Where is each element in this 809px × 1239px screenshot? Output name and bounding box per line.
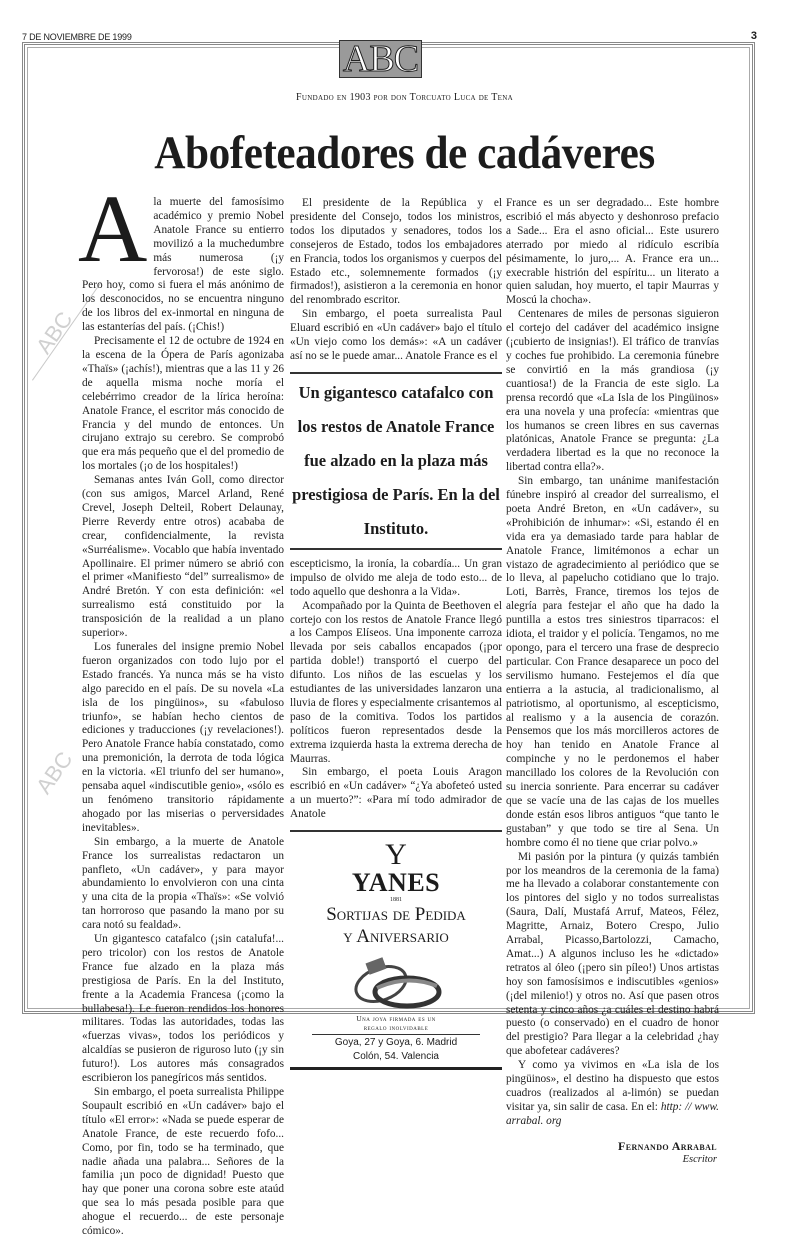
pull-quote-text: Un gigantesco catafalco con los restos de Anatole France fue alzado en la plaza más prestigiosa de París. En la del Instituto. bbox=[292, 382, 500, 538]
article-column-2 bbox=[290, 197, 502, 1070]
paragraph: Ala muerte del famosísimo académico y premio Nobel Anatole France su entierro movilizó a la muchedumbre más numerosa (¡y fervorosa!) de este siglo. Pero hoy, como si fuera el más anónimo de los desconocidos, no se encuentra ninguno de los libros del ex-inmortal en ninguna de las estanterías del país. (¡Chis!) bbox=[78, 175, 284, 334]
paragraph: Precisamente el 12 de octubre de 1924 en la escena de la Ópera de París agonizaba «Thaïs» (¡achís!), mientras que a las 11 y 26 de aquella misma noche moría el celebérrimo creador de la lírica heroína: Anatole France, el escritor más conocido de Francia y del mundo de entonces. Un cirujano extrajo su cerebro. Se comprobó que era más pequeño que el del promedio de los mortales (¡o de los hospitales!) bbox=[82, 335, 284, 473]
ad-headline: Sortijas de Pedida bbox=[326, 904, 466, 926]
paragraph: Los funerales del insigne premio Nobel fueron organizados con todo lujo por el Estado francés. Ya nunca más se ha visto algo parecido en el país. De su novela «La isla de los pingüinos», su «fabuloso triunfo», se habían hecho cientos de ediciones y traducciones (¡y revelaciones!). Pero Anatole France había constatado, como una premonición, la derrota de toda lógica en la victoria. «El triunfo del ser humano», pensaba aquel «indiscutible genio», «sólo es un fenómeno transitorio rápidamente ahogado por las miserias o perversidades inevitables». bbox=[82, 641, 284, 834]
ad-brand: YANES bbox=[351, 868, 441, 898]
ad-address: Goya, 27 y Goya, 6. Madrid bbox=[334, 1037, 458, 1049]
paragraph: Mi pasión por la pintura (y quizás también por los meandros de la ceremonia de la fama) me ha llevado a colaborar constantemente con los pintores del siglo y no todos surrealistas (Saura, Dalí, Mustafá Arruf, Mateos, Félez, Magritte, Arnaiz, Botero Crespo, Julio Arrabal, Picasso,Bartolozzi, Camacho, Amat...) A algunos incluso les he «dictado» retratos al óleo (¡pero sin píleo!) Unos artistas hoy son famosísimos e indiscutibles «genios» (¡del milenio!) y otros no. Así que pasen otros setenta y cinco años ¿a cuáles el destino habrá puesto (o conservado) en el cuadro de honor del prestigio? Para llegar a la celebridad ¿hay que abofetear cadáveres? bbox=[506, 850, 719, 1058]
paragraph: Sin embargo, tan unánime manifestación fúnebre inspiró al creador del surrealismo, el poeta André Breton, en «Un cadáver», su «Prohibición de inhumar»: «Si, estando él en vida era ya demasiado tarde para hablar de Anatole France, limitémonos a echar un vistazo de agradecimiento al periódico que se lo lleva, al papelucho cotidiano que lo trajo. Loti, Barrès, France, tiremos los tejos de alegría para festejar el año que ha dado la puntilla a estos tres siniestros tiparracos: el idiota, el traidor y el policía. Tengamos, no me opongo, para el tercero una frase de desprecio particular. Con France desaparece un poco del servilismo humano. Festejemos el día que entierra a la astucia, al tradicionalismo, al patriotismo, al oportunismo, al escepticismo, al realismo y a la ausencia de corazón. Pensemos que los más morcilleros actores de hoy han tenido en Anatole France al compinche y no le perdonemos el haber mancillado los colores de la Revolución con su inercia sonriente. Para encerrar su cadáver que se vacíe una de las cajas de los muelles donde están esos libros antiguos “que tanto le gustaban” y que todo se tire al Sena. Un hombre como él no tiene que criar polvo.» bbox=[506, 475, 719, 849]
issue-date: 7 DE NOVIEMBRE DE 1999 bbox=[22, 32, 132, 42]
yanes-monogram: Y bbox=[385, 838, 407, 872]
article-column-3 bbox=[506, 197, 719, 1166]
paragraph: Centenares de miles de personas siguieron el cortejo del cadáver del académico insigne (¡cubierto de insignias!). El tráfico de tranvías y coches fue prohibido. La ceremonia fúnebre se convirtió en la más grandiosa (¡y cuantiosa!) de la Francia de este siglo. La prensa recordó que «La Isla de los Pingüinos» era una novela y una profecía: «mientras que los humanos se creen libres en sus cavernas platónicas, Anatole France se pregunta: ¿La verdadera libertad es la que no reconoce la libertad contra ella?». bbox=[506, 308, 719, 474]
paragraph: escepticismo, la ironía, la cobardía... Un gran impulso de olvido me aleja de todo esto... de todo aquello que deshonra a la Vida». bbox=[290, 557, 502, 598]
paragraph: Y como ya vivimos en «La isla de los pingüinos», el destino ha dispuesto que estos cuadros (realizados al a-limón) se puedan visitar ya, sin salir de casa. En el: http: // www. arrabal. org bbox=[506, 1059, 719, 1127]
ad-headline: y Aniversario bbox=[343, 926, 449, 948]
watermark-abc: ABC bbox=[30, 747, 78, 799]
paragraph: Un gigantesco catafalco (¡sin catalufa!... pero tricolor) con los restos de Anatole France fue alzado en la plaza más prestigiosa de París. En la del Instituto, frente a la Academia Francesa (¡como la bullabesa!). Le fueron rendidos los honores militares. Todas las autoridades, todas las «fuerzas vivas», todos los periódicos y alcaldías se pusieron de riguroso luto (¡y sin futuro!). Los autores más consagrados escribieron los panegíricos más sentidos. bbox=[82, 933, 284, 1085]
yanes-advertisement bbox=[290, 830, 502, 1070]
ad-address: Colón, 54. Valencia bbox=[353, 1051, 439, 1063]
author-name: Fernando Arrabal bbox=[618, 1138, 717, 1153]
article-column-1 bbox=[78, 175, 284, 1239]
paragraph: Sin embargo, el poeta Louis Aragon escribió en «Un cadáver» “¿Ya abofeteó usted a un muerto?”: «Para mí todo admirador de Anatole bbox=[290, 766, 502, 821]
paragraph: Sin embargo, a la muerte de Anatole France los surrealistas redactaron un panfleto, «Un cadáver», y para mayor abundamiento lo envolvieron con una cinta y una cita de la propia «Thaïs»: «Se volvió tan horroroso que pasando la mano por su cara notó su fealdad». bbox=[82, 835, 284, 932]
paragraph: Sin embargo, el poeta surrealista Philippe Soupault escribió en «Un cadáver» bajo el título «El error»: «Nada se puede esperar de Anatole France, de este recuerdo fofo... Como, por fin, todo se ha terminado, que nadie añada una palabra... Señores de la familia ¡un poco de dignidad! Puesto que hay que poner una corona sobre este ataúd que sea lo más pesada posible para que ahogue el recuerdo... de este personaje cómico». bbox=[82, 1086, 284, 1238]
watermark-abc: ABC bbox=[30, 307, 78, 359]
drop-cap: A bbox=[78, 175, 148, 282]
rings-image bbox=[341, 954, 451, 1012]
pull-quote bbox=[290, 372, 502, 550]
author-role: Escritor bbox=[682, 1153, 717, 1165]
paragraph: El presidente de la República y el presidente del Consejo, todos los ministros, todos los diputados y senadores, todos los consejeros de Estado, todos los embajadores en Francia, todos los organismos y cuerpos del Estado etc., solemnemente formados (¡y firmados!), asistieron a la ceremonia en honor del renombrado escritor. bbox=[290, 197, 502, 307]
ad-tagline: Una joya firmada es un regalo inolvidable bbox=[312, 1014, 480, 1035]
paragraph: Semanas antes Iván Goll, como director (con sus amigos, Marcel Arland, René Crevel, Joseph Delteil, Robert Delaunay, Pierre Reverdy entre otros) acababa de crear, confidencialmente, la revista «Surréalisme». Vocablo que había inventado Apollinaire. El primer número se abrió con el primer «Manifiesto “del” surrealismo» de André Bretón. Y con esta definición: «el surrealismo está constituido por la transposición de la realidad a un plano superior». bbox=[82, 474, 284, 640]
website-link[interactable]: http: // www. arrabal. org bbox=[506, 1100, 719, 1127]
ad-year: 1881 bbox=[390, 897, 402, 904]
article-title: Abofeteadores de cadáveres bbox=[154, 127, 655, 179]
paragraph: Sin embargo, el poeta surrealista Paul Eluard escribió en «Un cadáver» bajo el título «Un viejo como los demás»: «A un cadáver así no se le puede amar... Anatole France es el bbox=[290, 308, 502, 362]
author-signature bbox=[506, 1139, 719, 1166]
paragraph: France es un ser degradado... Este hombre escribió el más abyecto y deshonroso prefacio a Sade... Era el asno oficial... Este usurero aterrado por miedo al ridículo escribía pésimamente, lo juro,... A. France era un... execrable histrión del espíritu... un literato a quien saludan, hoy muerto, el tapir Maurras y Moscú la chocha». bbox=[506, 197, 719, 307]
paragraph: Acompañado por la Quinta de Beethoven el cortejo con los restos de Anatole France llegó a los Campos Elíseos. Una imponente carroza llevada por seis caballos encapados (¡por partida doble!) transportó el cuerpo del difunto. Los niños de las escuelas y los estudiantes de las universidades lanzaron una lluvia de flores y especialmente crisantemos al paso de la comitiva. Todos los partidos políticos fueron representados desde la extrema izquierda hasta la extrema derecha de Maurras. bbox=[290, 599, 502, 765]
founded-line: Fundado en 1903 por don Torcuato Luca de Tena bbox=[296, 92, 513, 103]
abc-logo: ABC bbox=[339, 40, 422, 78]
page-number: 3 bbox=[750, 30, 757, 42]
